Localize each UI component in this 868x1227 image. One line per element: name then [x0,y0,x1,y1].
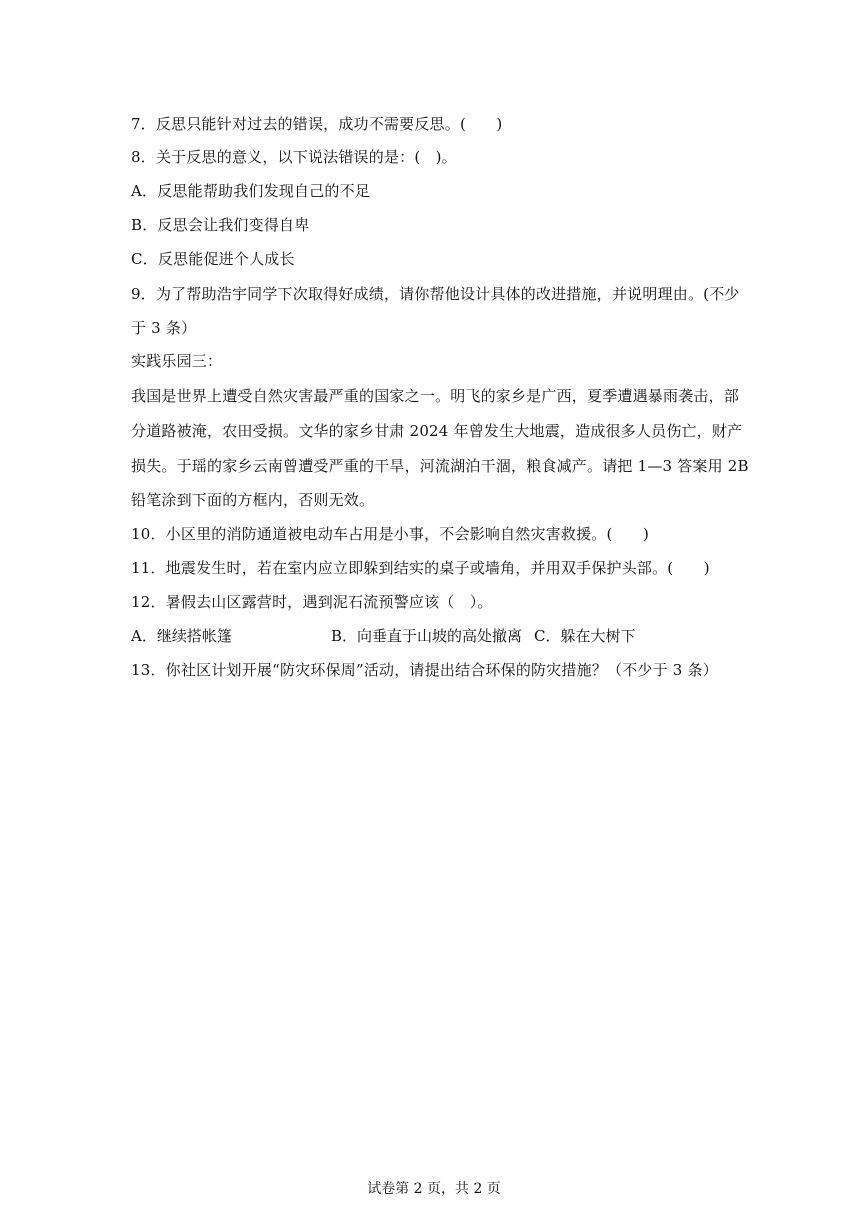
question-12-option-a: A．继续搭帐篷 [131,627,232,645]
section-paragraph-line-3: 损失。于瑶的家乡云南曾遭受严重的干旱，河流湖泊干涸，粮食减产。请把 1—3 答案用 2B [131,457,749,475]
question-8-option-a: A．反思能帮助我们发现自己的不足 [131,182,371,200]
question-11: 11．地震发生时，若在室内应立即躲到结实的桌子或墙角，并用双手保护头部。( ) [131,559,710,577]
question-9-line-2: 于 3 条） [131,319,197,337]
section-paragraph-line-1: 我国是世界上遭受自然灾害最严重的国家之一。明飞的家乡是广西，夏季遭遇暴雨袭击，部 [131,387,740,405]
question-12: 12．暑假去山区露营时，遇到泥石流预警应该（ ）。 [131,593,493,611]
question-7: 7．反思只能针对过去的错误，成功不需要反思。( ) [131,115,503,133]
question-8-option-c: C．反思能促进个人成长 [131,250,295,268]
question-12-option-c: C．躲在大树下 [534,627,636,645]
section-paragraph-line-2: 分道路被淹，农田受损。文华的家乡甘肃 2024 年曾发生大地震，造成很多人员伤亡，财产 [131,422,743,440]
question-10: 10．小区里的消防通道被电动车占用是小事，不会影响自然灾害救援。( ) [131,525,649,543]
section-paragraph-line-4: 铅笔涂到下面的方框内，否则无效。 [131,491,375,509]
page-footer: 试卷第 2 页，共 2 页 [367,1181,501,1197]
question-12-option-b: B．向垂直于山坡的高处撤离 [331,627,523,645]
question-12-options [131,626,691,646]
question-13: 13．你社区计划开展“防灾环保周”活动，请提出结合环保的防灾措施？（不少于 3 条） [131,661,718,679]
question-9-line-1: 9．为了帮助浩宇同学下次取得好成绩，请你帮他设计具体的改进措施，并说明理由。(不少 [131,285,740,303]
section-title: 实践乐园三： [131,352,223,370]
question-8: 8．关于反思的意义，以下说法错误的是：( )。 [131,148,457,166]
question-8-option-b: B．反思会让我们变得自卑 [131,216,310,234]
